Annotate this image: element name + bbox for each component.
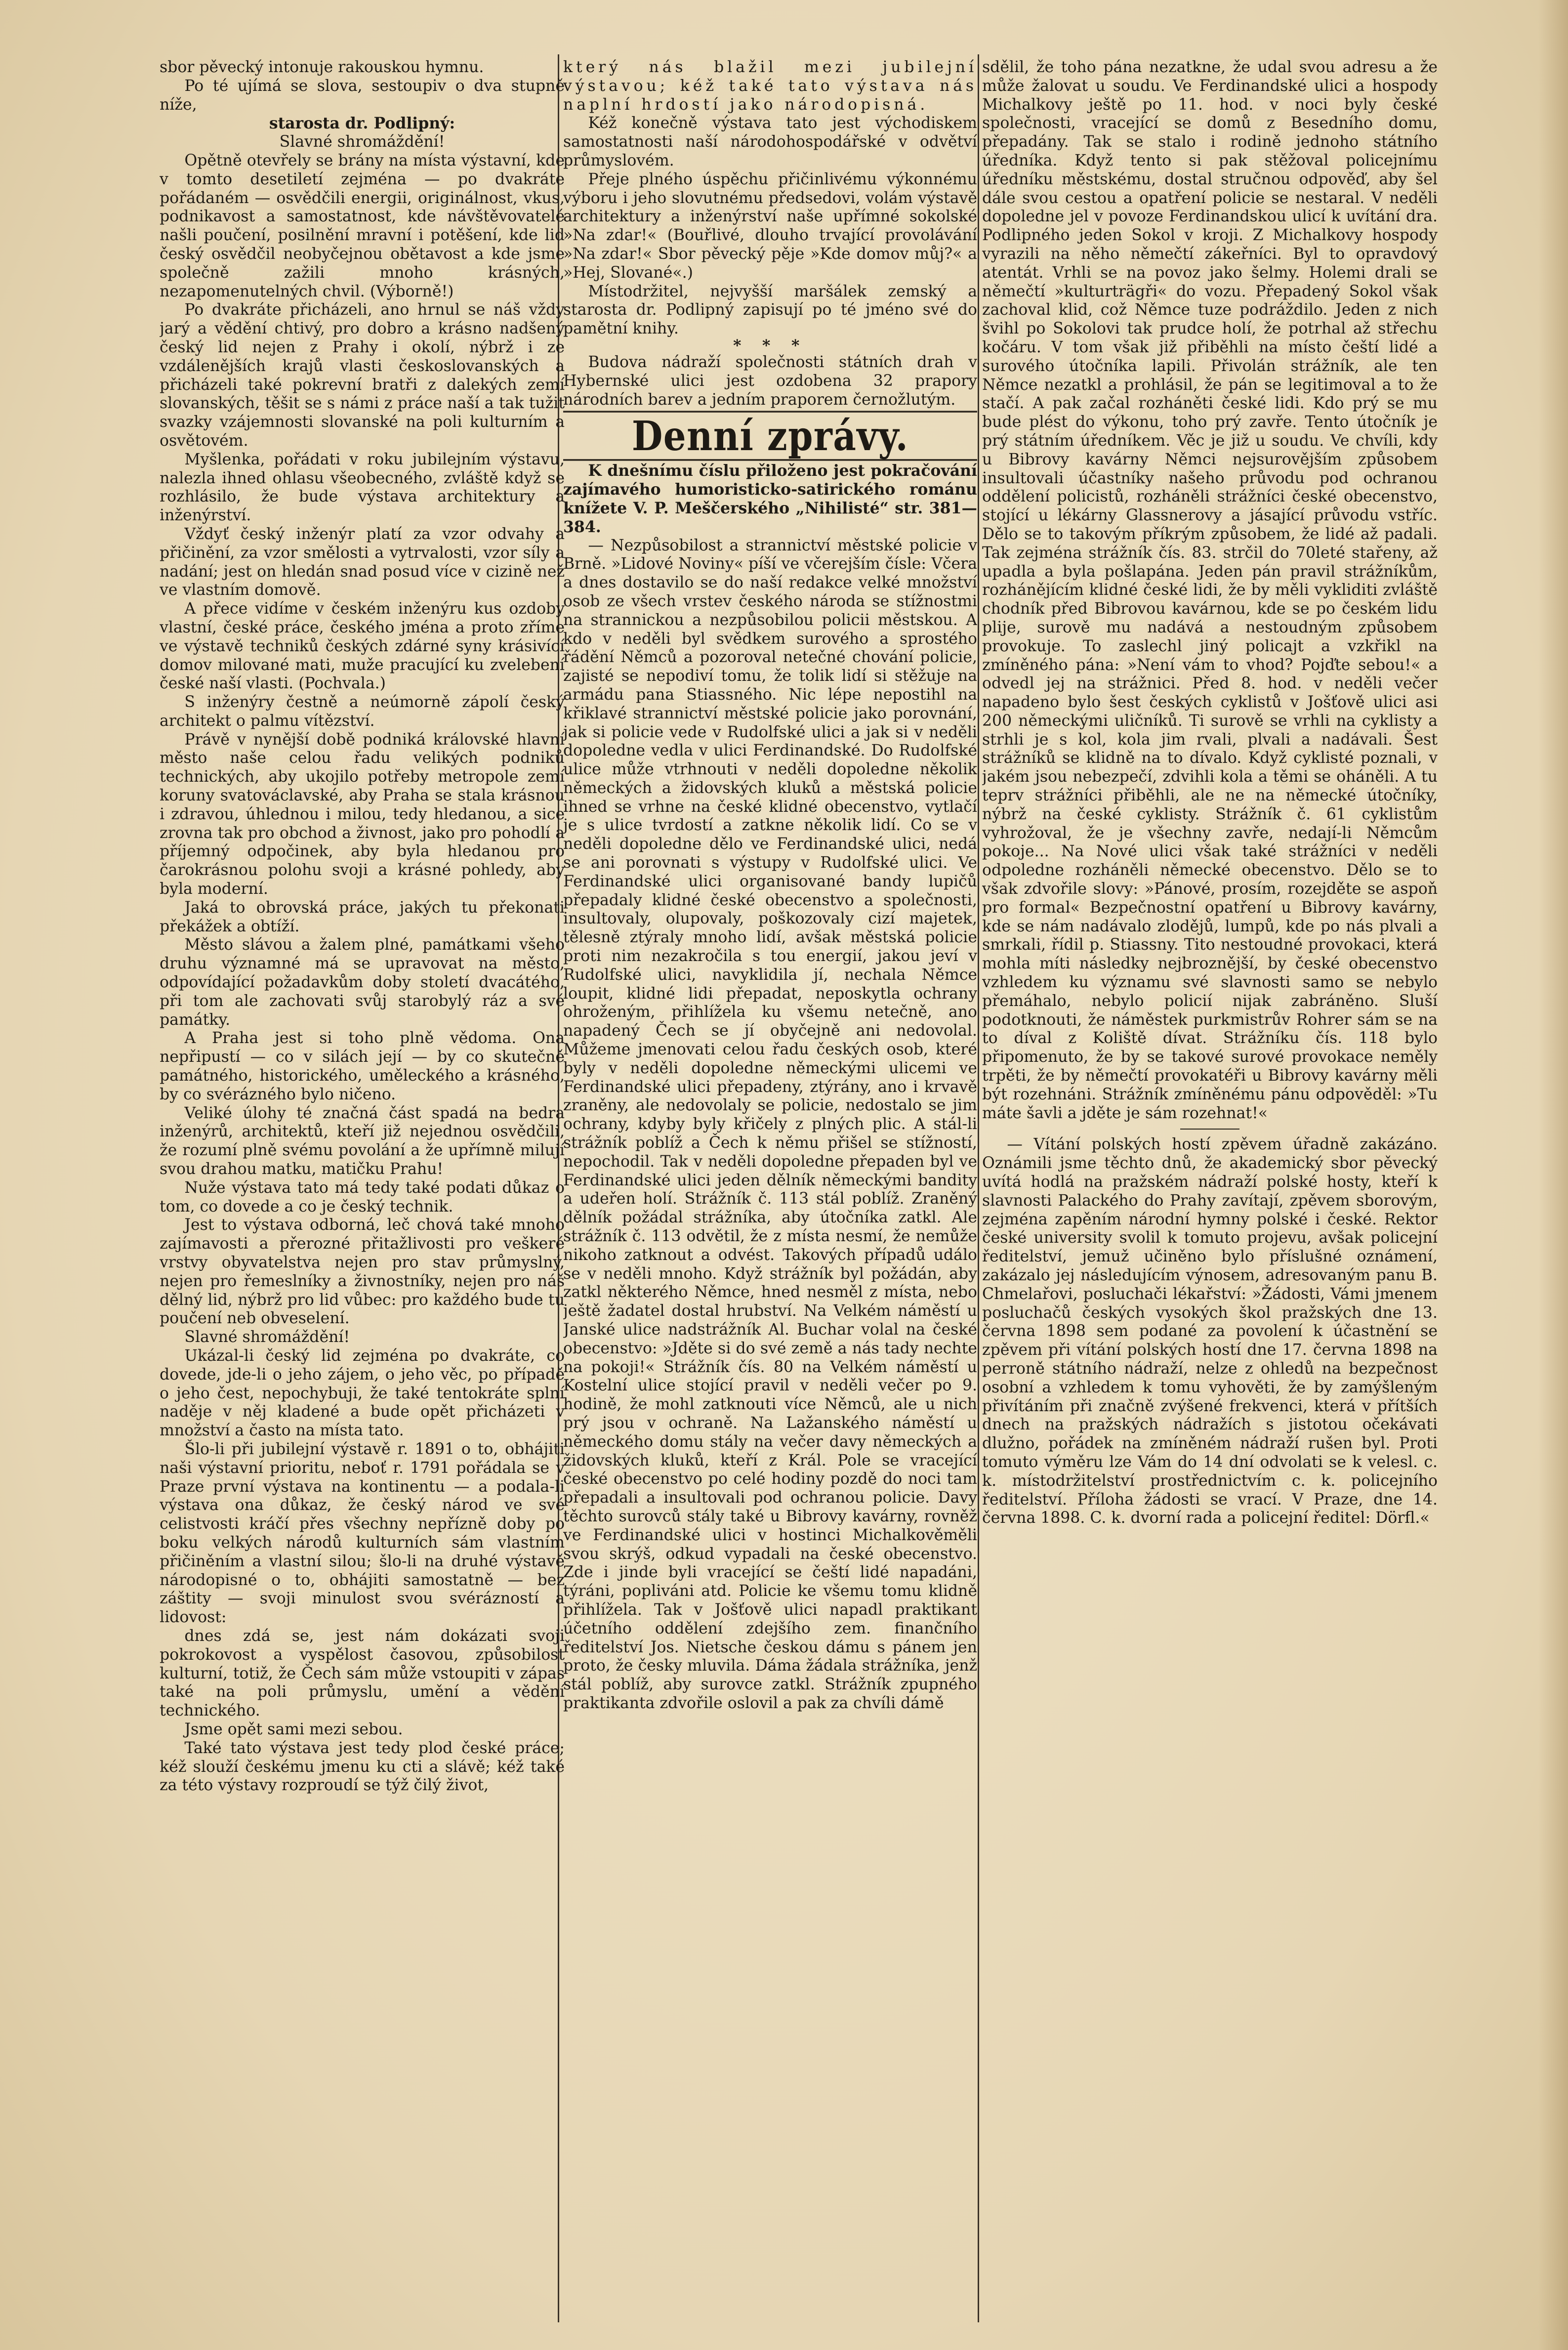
paragraph: Jest to výstava odborná, leč chová také mnoho zajímavosti a přerozné přitažlivosti pro veškeré vrstvy obyvatelstva nejen pro stav průmyslný, nejen pro řemeslníky a živnostníky, nejen pro náš dělný lid, nýbrž pro lid vůbec: pro každého bude tu poučení neb obveselení. [160, 1216, 565, 1328]
paragraph: Nuže výstava tato má tedy také podati důkaz o tom, co dovede a co je český technik. [160, 1178, 565, 1216]
paragraph: A Praha jest si toho plně vědoma. Ona nepřipustí — co v silách její — by co skutečně památného, historického, uměleckého a krásného, by co svérázného bylo ničeno. [160, 1029, 565, 1103]
address-line: Slavné shromáždění! [279, 133, 445, 151]
paragraph: Šlo-li při jubilejní výstavě r. 1891 o to, obhájiti naši výstavní prioritu, neboť r. 1791 pořádala se v Praze první výstava na kontinentu — a podala-li výstava ona důkaz, že český národ ve své celistvosti kráčí přes všechny nepřízně doby po boku velkých národů kulturních sám vlastním přičiněním a vlastní silou; šlo-li na druhé výstavě národopisné o to, obhájiti samostatně — bez záštity — svoji minulost svou svérázností a lidovost: [160, 1440, 565, 1627]
paragraph: Město slávou a žalem plné, památkami všeho druhu významné má se upravovat na město, odpovídající požadavkům doby století dvacátého, při tom ale zachovati svůj starobylý ráz a své památky. [160, 936, 565, 1029]
supplement-notice: K dnešnímu číslu přiloženo jest pokračování zajímavého humoristicko-satirického románu knížete V. P. Meščerského „Nihilisté“ str. 381—384. [563, 462, 977, 536]
paragraph: Ukázal-li český lid zejména po dvakráte, co dovede, jde-li o jeho zájem, o jeho věc, po případě o jeho čest, nepochybuji, že také tentokráte splní naděje v něj kladené a bude opět přicházeti v množství a často na místa tato. [160, 1346, 565, 1440]
column-3 [982, 58, 1438, 2311]
section-heading-denni-zpravy: Denní zprávy. [563, 411, 977, 461]
speaker-name: starosta dr. Podlipný: [269, 114, 455, 133]
paragraph: S inženýry čestně a neúmorně zápolí český architekt o palmu vítězství. [160, 693, 565, 730]
paragraph: dnes zdá se, jest nám dokázati svoji pokrokovost a vyspělost časovou, způsobilost kulturní, totiž, že Čech sám může vstoupiti v zápas také na poli průmyslu, umění a vědění technického. [160, 1627, 565, 1720]
paragraph: Po dvakráte přicházeli, ano hrnul se náš vždy jarý a vědění chtivý, pro dobro a krásno nadšený český lid nejen z Prahy i okolí, nýbrž i ze vzdálenějších krajů vlasti českoslovanských a přicházeli také pokrevní bratři z dalekých zemí slovanských, těšit se s námi z práce naší a tak tužit svazky vzájemnosti slovanské na poli kulturním a osvětovém. [160, 301, 565, 450]
paragraph: Veliké úlohy té značná část spadá na bedra inženýrů, architektů, kteří již nejednou osvědčili, že rozumí plně svému povolání a že upřímně milují svou drahou matku, matičku Prahu! [160, 1104, 565, 1178]
column-rule-2 [978, 54, 979, 2322]
page-edge-shadow [1538, 0, 1568, 2350]
news-article: sdělil, že toho pána nezatkne, že udal svou adresu a že může žalovat u soudu. Ve Ferdinandské ulici a hospody Michalkovy ještě po 11. hod. v noci byly české společnosti, vracející se domů z Besedního domu, přepadány. Tak se stalo i rodině jednoho státního úředníka. Když tento si pak stěžoval policejnímu úředníku městskému, dostal stručnou odpověď, aby šel dále svou cestou a opatření policie se nestaral. V neděli dopoledne jel v povoze Ferdinandskou ulicí k uvítání dra. Podlipného jeden Sokol v kroji. Z Michalkovy hospody vyrazili na něho němečtí zákeřníci. Byl to opravdový atentát. Vrhli se na povoz jako šelmy. Holemi drali se němečtí »kulturträgři« do vozu. Přepadený Sokol však zachoval klid, což Němce tuze podráždilo. Jeden z nich švihl po Sokolovi tak prudce holí, že potrhal až střechu kočáru. V tom však již přiběhli na místo čeští lidé a surového útočníka lapili. Přivolán strážník, ale ten Němce nezatkl a prohlásil, že pán se legitimoval a to že stačí. A pak začal rozháněti české lidi. Kdo prý se mu bude plést do výkonu, toho prý zavře. Tento útočník je prý státním úředníkem. Věc je již u soudu. Ve chvíli, kdy u Bibrovy kavárny Němci nejsurovějším způsobem insultovali účastníky našeho průvodu pod ochranou oddělení policistů, rozháněli strážníci české obecenstvo, stojící u lékárny Glassnerovy a jásající průvodu vstříc. Dělo se to takovým příkrým způsobem, že lidé až padali. Tak zejména strážník čís. 83. strčil do 70leté stařeny, až upadla a byla pošlapána. Jeden pán pravil strážníkům, rozhánějícím klidné české lidi, že by měli vykliditi zvláště chodník před Bibrovou kavárnou, kde se po českém lidu plije, surově mu nadává a nestoudným způsobem provokuje. To zaslechl jiný policajt a vzkřikl na zmíněného pána: »Není vám to vhod? Pojďte sebou!« a odvedl jej na strážnici. Před 8. hod. v neděli večer napadeno bylo šest českých cyklistů v Jošťově ulici asi 200 německými uličníků. Ti surově se vrhli na cyklisty a strhli je s kol, kola jim rvali, plvali a nadávali. Šest strážníků se klidně na to dívalo. Když cyklisté poznali, v jakém jsou nebezpečí, zdvihli kola a těmi se oháněli. A tu teprv strážníci přiběhli, ale ne na německé útočníky, nýbrž na české cyklisty. Strážník č. 61 cyklistům vyhrožoval, že je všechny zavře, nedají-li Němcům pokoje... Na Nové ulici však také strážníci v neděli odpoledne rozháněli německé obecenstvo. Dělo se to však zdvořile slovy: »Pánové, prosím, rozejděte se aspoň pro formal« Bezpečnostní opatření u Bibrovy kavárny, kde se nám nadávalo zlodějů, lumpů, kde po nás plvali a smrkali, řídil p. Stiassny. Tito nestoudné provokaci, která mohla míti následky nejbroznější, by české obecenstvo vzhledem ku významu své slavnosti samo se nebylo přemáhalo, nebylo policií nijak zabráněno. Sluší podotknouti, že náměstek purkmistrův Rohrer sám se na to díval z Koliště dívat. Strážníku čís. 118 bylo připomenuto, že by se takové surové provokace neměly trpěti, že by němečtí provokatéři u Bibrovy kavárny měli být rozehnáni. Strážník zmíněnému pánu odpověděl: »Tu máte šavli a jděte je sám rozehnat!« [982, 58, 1438, 1122]
address-line: Slavné shromáždění! [184, 1328, 350, 1346]
news-article: — Vítání polských hostí zpěvem úřadně zakázáno. Oznámili jsme těchto dnů, že akademický sbor pěvecký uvítá hodlá na pražském nádraží polské hosty, kteří k slavnosti Palackého do Prahy zavítají, zpěvem sborovým, zejména zapěním národní hymny polské i české. Rektor české university svolil k tomuto projevu, avšak policejní ředitelství, jemuž učiněno bylo příslušné oznámení, zakázalo jej následujícím výnosem, adresovaným panu B. Chmelařovi, posluchači lékařství: »Žádosti, Vámi jmenem posluchačů českých vysokých škol pražských dne 13. června 1898 sem podané za povolení k účastnění se zpěvem při vítání polských hostí dne 17. června 1898 na perroně státního nádraží, nelze z ohledů na bezpečnost osobní a vzhledem k tomu vyhověti, že by zamýšleným přivítáním při značně zvýšené frekvenci, která v přítších dnech na pražských nádražích s jistotou očekávati dlužno, pořádek na zmíněném nádraží rušen byl. Proti tomuto výměru lze Vám do 14 dní odvolati se k velesl. c. k. místodržitelství prostřednictvím c. k. policejního ředitelství. Příloha žádosti se vrací. V Praze, dne 14. června 1898. C. k. dvorní rada a policejní ředitel: Dörfl.« [982, 1135, 1438, 1527]
paragraph: Jaká to obrovská práce, jakých tu překonati překážek a obtíží. [160, 898, 565, 935]
paragraph: Jsme opět sami mezi sebou. [184, 1720, 403, 1738]
section-separator-stars: * * * [733, 336, 808, 355]
paragraph: A přece vidíme v českém inženýru kus ozdoby vlastní, české práce, českého jména a proto zříme ve výstavě techniků českých zdárné syny krásivící domov milované mati, muže pracující ku zvelebení české naší vlasti. (Pochvala.) [160, 600, 565, 693]
column-2 [563, 58, 977, 2311]
paragraph: Kéž konečně výstava tato jest východiskem samostatnosti naší národohospodářské v odvětví průmyslovém. [563, 114, 977, 169]
column-1 [160, 58, 565, 2311]
paragraph: Opětně otevřely se brány na místa výstavní, kde v tomto desetiletí zejména — po dvakráte pořádaném — osvědčili energii, originálnost, vkus, podnikavost a samostatnost, kde návštěvovatelé našli poučení, posilnění mravní i potěšení, kde lid český osvědčil neobyčejnou obětavost a kde jsme společně zažili mnoho krásných, nezapomenutelných chvil. (Výborně!) [160, 151, 565, 300]
paragraph: Budova nádraží společnosti státních drah v Hybernské ulici jest ozdobena 32 prapory národních barev a jedním praporem černožlutým. [563, 353, 977, 409]
paragraph: Přeje plného úspěchu přičinlivému výkonnému výboru i jeho slovutnému předsedovi, volám výstavě architektury a inženýrství naše upřímné sokolské »Na zdar!« (Bouřlivé, dlouho trvající provolávání »Na zdar!« Sbor pěvecký pěje »Kde domov můj?« a »Hej, Slované«.) [563, 170, 977, 282]
paragraph: Vždyť český inženýr platí za vzor odvahy a přičinění, za vzor smělosti a vytrvalosti, vzor síly a nadání; jest on hledán snad posud více v cizině než ve vlastním domově. [160, 525, 565, 599]
paragraph: Místodržitel, nejvyšší maršálek zemský a starosta dr. Podlipný zapisují po té jméno své do pamětní knihy. [563, 282, 977, 338]
news-article: — Nezpůsobilost a strannictví městské policie v Brně. »Lidové Noviny« píší ve včerejším čísle: Včera a dnes dostavilo se do naší redakce velké množství osob ze všech vrstev českého národa se stížnostmi na strannickou a nezpůsobilou policii městskou. A kdo v neděli byl svědkem surového a sprostého řádění Němců a pozoroval netečné chování policie, zajisté se nepodiví tomu, že tolik lidí si stěžuje na armádu pana Stiassného. Nic lépe nepostihl na křiklavé strannictví městské policie jako porovnání, jak si policie vede v Rudolfské ulici a jak si v neděli dopoledne vedla v ulici Ferdinandské. Do Rudolfské ulice může vtrhnouti v neděli dopoledne několik německých a židovských kluků a městská policie ihned se vrhne na české klidné obecenstvo, vytlačí je s ulice tvrdostí a zatkne několik lidí. Co se v neděli dopoledne dělo ve Ferdinandské ulici, nedá se ani porovnati s výstupy v Rudolfské ulici. Ve Ferdinandské ulici organisované bandy lupičů přepadaly klidné české obecenstvo a společnosti, insultovaly, olupovaly, poškozovaly cizí majetek, tělesně ztýraly mnoho lidí, avšak městská policie proti nim nezakročila s tou energií, jakou jeví v Rudolfské ulici, navyklidila jí, nechala Němce loupit, klidné lidi přepadat, neposkytla ochrany ohroženým, přihlížela ku všemu netečně, ano napadený Čech se jí obyčejně ani nedovolal. Můžeme jmenovati celou řadu českých osob, které byly v neděli dopoledne německými ulicemi ve Ferdinandské ulici přepadeny, ztýrány, ano i krvavě zraněny, ale nedovolaly se policie, nedostalo se jim ochrany, kdyby byly křičely z plných plic. A stál-li strážník poblíž a Čech k němu přišel se stížností, nepochodil. Tak v neděli dopoledne přepaden byl ve Ferdinandské ulici jeden dělník německými bandity a udeřen holí. Strážník č. 113 stál poblíž. Zraněný dělník požádal strážníka, aby útočníka zatkl. Ale strážník č. 113 odvětil, že z místa nesmí, že nemůže nikoho zatknout a odvést. Takových případů událo se v neděli mnoho. Když strážník byl požádán, aby zatkl některého Němce, hned nesměl z místa, nebo ještě žadatel dostal hrubství. Na Velkém náměstí u Janské ulice nadstrážník Al. Buchar volal na české obecenstvo: »Jděte si do své země a nás tady nechte na pokoji!« Strážník čís. 80 na Velkém náměstí u Kostelní ulice stojící pravil v neděli večer po 9. hodině, že mohl zatknouti více Němců, ale u nich prý jsou v ochraně. Na Lažanského náměstí u německého domu stály na večer davy německých a židovských kluků, kteří z Král. Pole se vracející české obecenstvo po celé hodiny pozdě do noci tam přepadali a insultovali pod ochranou policie. Davy těchto surovců stály také u Bibrovy kavárny, rovněž ve Ferdinandské ulici v hostinci Michalkověměli svou skrýš, odkud vypadali na české obecenstvo. Zde i jinde byli vracející se čeští lidé napadáni, týráni, popliváni atd. Policie ke všemu tomu klidně přihlížela. Tak v Jošťově ulici napadl praktikant účetního oddělení zdejšího zem. finančního ředitelství Jos. Nietsche českou dámu s pánem jen proto, že česky mluvila. Dáma žádala strážníka, jenž stál poblíž, aby surovce zatkl. Strážník zpupného praktikanta zdvořile oslovil a pak za chvíli dámě [563, 536, 977, 1712]
paragraph: sbor pěvecký intonuje rakouskou hymnu. [160, 58, 484, 76]
paragraph: Také tato výstava jest tedy plod české práce; kéž slouží českému jmenu ku cti a slávě; kéž také za této výstavy rozproudí se týž čilý život, [160, 1739, 565, 1795]
paragraph: který nás blažil mezi jubilejní výstavou; kéž také tato výstava nás naplní hrdostí jako národopisná. [563, 58, 977, 114]
paragraph: Po té ujímá se slova, sestoupiv o dva stupně níže, [160, 77, 565, 114]
article-divider [1180, 1129, 1239, 1130]
paragraph: Právě v nynější době podniká královské hlavní město naše celou řadu velikých podniků technických, aby ukojilo potřeby metropole zemí koruny svatováclavské, aby Praha se stala krásnou i zdravou, úhlednou i milou, tedy hledanou, a sice zrovna tak pro obchod a živnost, jako pro pohodlí a příjemný odpočinek, aby byla hledanou pro čarokrásnou polohu svoji a krásné pohledy, aby byla moderní. [160, 730, 565, 898]
paragraph: Myšlenka, pořádati v roku jubilejním výstavu, nalezla ihned ohlasu všeobecného, zvláště když se rozhlásilo, že bude výstava architektury a inženýrství. [160, 450, 565, 525]
